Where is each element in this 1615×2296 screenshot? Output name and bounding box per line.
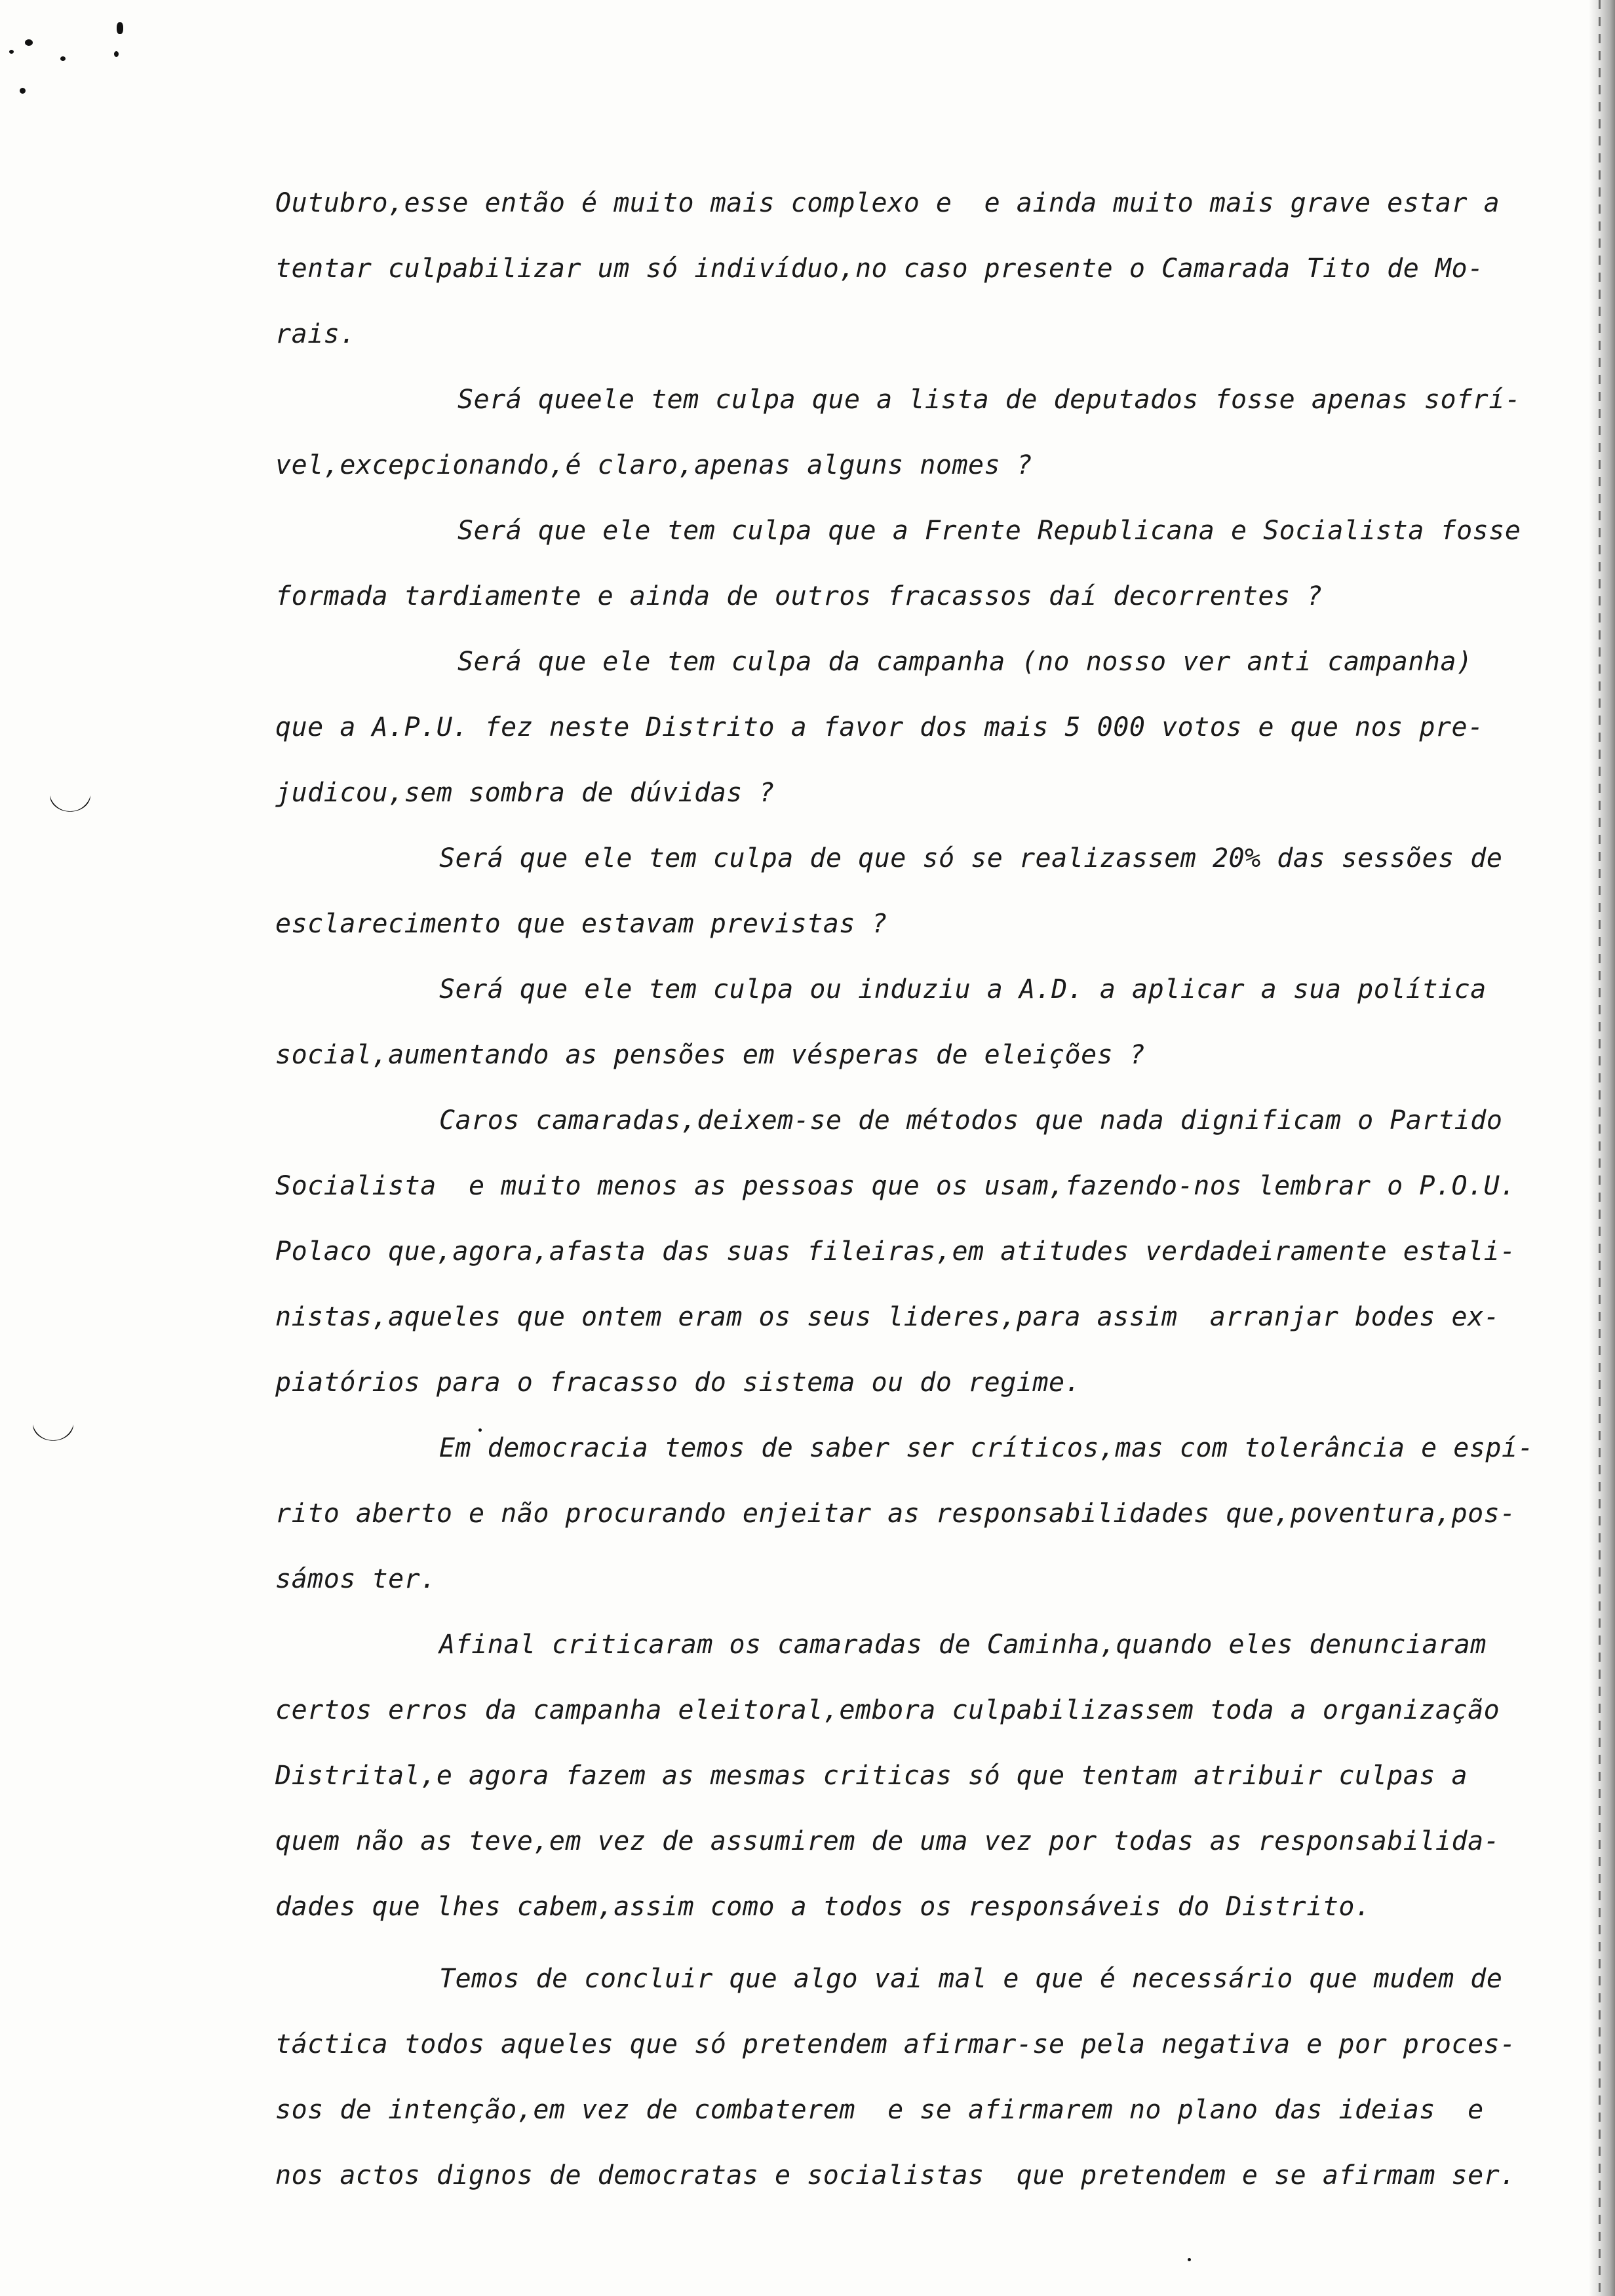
text-line: Será que ele tem culpa ou induziu a A.D. a aplicar a sua política [439, 974, 1487, 1004]
text-line: social,aumentando as pensões em vésperas de eleições ? [275, 1040, 1146, 1070]
text-line: certos erros da campanha eleitoral,embora culpabilizassem toda a organização [275, 1695, 1500, 1725]
text-line: Temos de concluir que algo vai mal e que é necessário que mudem de [439, 1964, 1503, 1994]
text-line: formada tardiamente e ainda de outros fracassos daí decorrentes ? [275, 581, 1323, 611]
ink-speck [9, 50, 14, 54]
text-line: Socialista e muito menos as pessoas que os usam,fazendo-nos lembrar o P.O.U. [275, 1171, 1516, 1201]
ink-speck [25, 39, 33, 46]
text-line: rito aberto e não procurando enjeitar as responsabilidades que,poventura,pos- [275, 1499, 1516, 1529]
ink-speck [20, 88, 26, 94]
text-line: judicou,sem sombra de dúvidas ? [275, 778, 775, 808]
text-line: nistas,aqueles que ontem eram os seus lideres,para assim arranjar bodes ex- [275, 1302, 1500, 1332]
punch-hole-crescent [46, 786, 94, 835]
text-line: Caros camaradas,deixem-se de métodos que nada dignificam o Partido [439, 1105, 1503, 1136]
scan-edge-line [1599, 0, 1601, 2296]
text-line: Polaco que,agora,afasta das suas fileiras,em atitudes verdadeiramente estali- [275, 1236, 1516, 1267]
text-line: Distrital,e agora fazem as mesmas criticas só que tentam atribuir culpas a [275, 1761, 1468, 1791]
text-line: Afinal criticaram os camaradas de Caminha,quando eles denunciaram [439, 1630, 1487, 1660]
text-line: tentar culpabilizar um só indivíduo,no caso presente o Camarada Tito de Mo- [275, 254, 1484, 284]
text-line: sámos ter. [275, 1564, 437, 1594]
text-line: Será que ele tem culpa da campanha (no nosso ver anti campanha) [457, 647, 1473, 677]
text-line: esclarecimento que estavam previstas ? [275, 909, 888, 939]
ink-speck [60, 56, 66, 61]
text-line: quem não as teve,em vez de assumirem de uma vez por todas as responsabilida- [275, 1826, 1500, 1856]
punch-hole-crescent [29, 1415, 77, 1464]
text-line: Outubro,esse então é muito mais complexo e e ainda muito mais grave estar a [275, 188, 1500, 218]
text-line: Em democracia temos de saber ser críticos,mas com tolerância e espí- [439, 1433, 1534, 1463]
text-line: sos de intenção,em vez de combaterem e se afirmarem no plano das ideias e [275, 2095, 1484, 2125]
text-line: Será que ele tem culpa que a Frente Republicana e Socialista fosse [457, 516, 1521, 546]
text-line: táctica todos aqueles que só pretendem afirmar-se pela negativa e por proces- [275, 2029, 1516, 2059]
scan-edge-shadow [1589, 0, 1615, 2296]
text-line: dades que lhes cabem,assim como a todos os responsáveis do Distrito. [275, 1892, 1371, 1922]
text-line: Será que ele tem culpa de que só se realizassem 20% das sessões de [439, 843, 1503, 873]
text-line: Será queele tem culpa que a lista de deputados fosse apenas sofrí- [457, 385, 1521, 415]
ink-speck [117, 22, 123, 34]
ink-speck [114, 51, 119, 57]
text-line: rais. [275, 319, 356, 349]
text-line: que a A.P.U. fez neste Distrito a favor dos mais 5 000 votos e que nos pre- [275, 712, 1484, 742]
text-line: nos actos dignos de democratas e socialistas que pretendem e se afirmam ser. [275, 2160, 1516, 2191]
text-line: vel,excepcionando,é claro,apenas alguns nomes ? [275, 450, 1033, 480]
ink-speck [1188, 2258, 1191, 2261]
text-line: piatórios para o fracasso do sistema ou do regime. [275, 1368, 1081, 1398]
